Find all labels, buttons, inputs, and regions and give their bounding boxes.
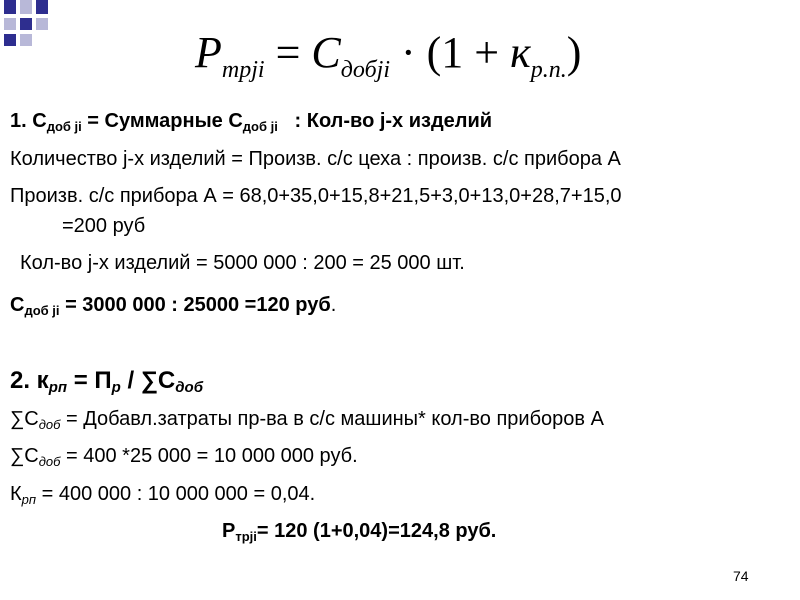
l1-sub1: доб ji (46, 119, 82, 134)
l9-sub: рп (21, 492, 37, 507)
l5-c: . (330, 294, 337, 316)
square-4 (4, 18, 16, 30)
line-2: Количество j-х изделий = Произв. с/с цеха : произв. с/с прибора А (10, 148, 621, 170)
l5-sub: доб ji (24, 303, 60, 318)
l6-sub2: р (111, 379, 121, 396)
l6-b: = П (67, 367, 112, 394)
formula-p: P (195, 28, 222, 77)
formula-mult: · (1 + (389, 28, 511, 77)
l1-sub2: доб ji (242, 119, 278, 134)
l10-sub: трji (235, 529, 257, 544)
formula-p-sub: трji (221, 57, 265, 83)
line-8 (10, 443, 358, 469)
l8-b: = 400 *25 000 = 10 000 000 руб. (60, 445, 358, 467)
square-2 (20, 0, 32, 14)
formula-eq: = (264, 28, 312, 77)
l7-b: = Добавл.затраты пр-ва в с/с машины* кол-во приборов А (60, 408, 604, 430)
line-9 (10, 481, 315, 507)
l7-sub: доб (38, 417, 61, 432)
line-7 (10, 406, 604, 432)
l9-b: = 400 000 : 10 000 000 = 0,04. (36, 483, 316, 505)
line-10 (222, 518, 496, 544)
l1-b: = Суммарные С (81, 110, 243, 132)
l6-sub1: рп (48, 379, 68, 396)
square-8 (20, 34, 32, 46)
l5-b: = 3000 000 : 25000 =120 руб (59, 294, 331, 316)
line-1 (10, 108, 492, 134)
l9-a: К (10, 483, 22, 505)
l6-a: 2. к (10, 367, 49, 394)
l6-sub3: доб (175, 379, 203, 396)
l8-sub: доб (38, 454, 61, 469)
l10-a: Р (222, 520, 236, 542)
square-5 (20, 18, 32, 30)
l1-a: 1. С (10, 110, 47, 132)
formula-close: ) (566, 28, 582, 77)
line-4: Кол-во j-х изделий = 5000 000 : 200 = 25 000 шт. (20, 252, 465, 274)
l5-a: С (10, 294, 25, 316)
formula-k: к (510, 28, 531, 77)
page-number: 74 (733, 568, 749, 584)
square-3 (36, 0, 48, 14)
formula-c-sub: добji (340, 57, 390, 83)
line-3: Произв. с/с прибора А = 68,0+35,0+15,8+21,5+3,0+13,0+28,7+15,0 (10, 185, 622, 207)
line-5 (10, 292, 336, 318)
l1-c: : Кол-во j-х изделий (277, 110, 493, 132)
l8-a: ∑С (10, 445, 39, 467)
l10-b: = 120 (1+0,04)=124,8 руб. (256, 520, 497, 542)
l7-a: ∑С (10, 408, 39, 430)
square-7 (4, 34, 16, 46)
square-1 (4, 0, 16, 14)
formula-k-sub: р.п. (530, 57, 567, 83)
main-formula (195, 28, 582, 83)
l6-c: / ∑С (120, 367, 176, 394)
line-6 (10, 368, 203, 394)
line-3b: =200 руб (62, 215, 146, 237)
square-6 (36, 18, 48, 30)
formula-c: C (311, 28, 341, 77)
